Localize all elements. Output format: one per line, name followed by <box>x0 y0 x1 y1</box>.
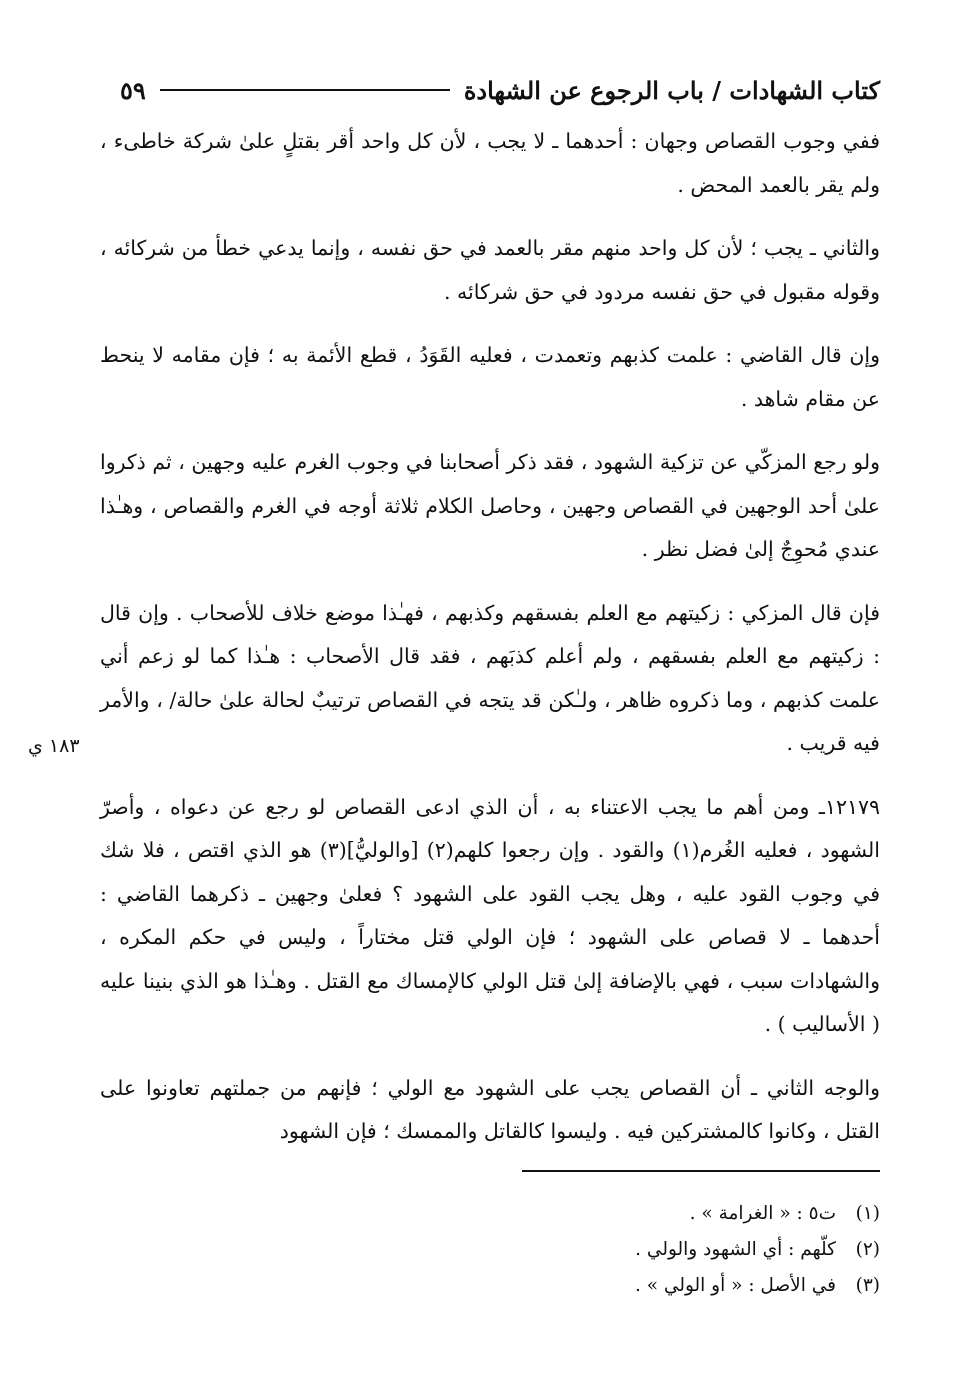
header-rule <box>160 89 450 91</box>
footnote-number: (٢) <box>855 1239 880 1260</box>
footnote <box>280 1232 880 1268</box>
footnotes <box>280 1196 880 1304</box>
footnote <box>280 1196 880 1232</box>
footnote-number: (٣) <box>855 1275 880 1296</box>
footnote-separator <box>522 1170 880 1172</box>
paragraph: والثاني ـ يجب ؛ لأن كل واحد منهم مقر بالعمد في حق نفسه ، وإنما يدعي خطأ من شركائه ، وقوله مقبول في حق نفسه مردود في حق شركائه . <box>100 236 880 304</box>
page-number: ٥٩ <box>120 75 146 105</box>
running-header <box>120 70 880 110</box>
paragraph: ١٢١٧٩ـ ومن أهم ما يجب الاعتناء به ، أن الذي ادعى القصاص لو رجع عن دعواه ، وأصرّ الشهود ، فعليه الغُرم(١) والقود . وإن رجعوا كلهم(٢) [والوليُّ](٣) هو الذي اقتص ، فلا شك في وجوب القود عليه ، وهل يجب القود على الشهود ؟ فعلىٰ وجهين ـ ذكرهما القاضي : أحدهما ـ لا قصاص على الشهود ؛ فإن الولي قتل مختاراً ، وليس في حكم المكره ، والشهادات سبب ، فهي بالإضافة إلىٰ قتل الولي كالإمساك مع القتل . وهـٰذا هو الذي بنينا عليه ( الأساليب ) . <box>100 794 880 1036</box>
footnote-text: كلّهم : أي الشهود والولي . <box>635 1239 836 1260</box>
paragraph: ففي وجوب القصاص وجهان : أحدهما ـ لا يجب ، لأن كل واحد أقر بقتلٍ علىٰ شركة خاطىء ، ولم يقر بالعمد المحض . <box>100 129 880 197</box>
paragraph: ولو رجع المزكّي عن تزكية الشهود ، فقد ذكر أصحابنا في وجوب الغرم عليه وجهين ، ثم ذكروا علىٰ أحد الوجهين في القصاص وجهين ، وحاصل الكلام ثلاثة أوجه في الغرم والقصاص ، وهـٰذا عندي مُحوِجٌ إلىٰ فضل نظر . <box>100 450 880 561</box>
main-text <box>100 120 880 1174</box>
paragraph: وإن قال القاضي : علمت كذبهم وتعمدت ، فعليه القَوَدُ ، قطع الأئمة به ؛ فإن مقامه لا ينحط عن مقام شاهد . <box>100 343 880 411</box>
paragraph: والوجه الثاني ـ أن القصاص يجب على الشهود مع الولي ؛ فإنهم من جملتهم تعاونوا على القتل ، وكانوا كالمشتركين فيه . وليسوا كالقاتل والممسك ؛ فإن الشهود <box>100 1075 880 1143</box>
footnote-number: (١) <box>855 1203 880 1224</box>
footnote-text: في الأصل : « أو الولي » . <box>634 1275 836 1296</box>
footnote <box>280 1268 880 1304</box>
paragraph: فإن قال المزكي : زكيتهم مع العلم بفسقهم وكذبهم ، فهـٰذا موضع خلاف للأصحاب . وإن قال : زكيتهم مع العلم بفسقهم ، ولم أعلم كذبَهم ، فقد قال الأصحاب : هـٰذا كما لو زعم أني علمت كذبهم ، وما ذكروه ظاهر ، ولـٰكن قد يتجه في القصاص ترتيبٌ لحالة علىٰ حالة/ ، والأمر فيه قريب . <box>100 600 880 755</box>
footnote-text: ت٥ : « الغرامة » . <box>689 1203 836 1224</box>
manuscript-folio-note: ١٨٣ ي <box>28 735 80 757</box>
header-title: كتاب الشهادات / باب الرجوع عن الشهادة <box>463 75 880 105</box>
